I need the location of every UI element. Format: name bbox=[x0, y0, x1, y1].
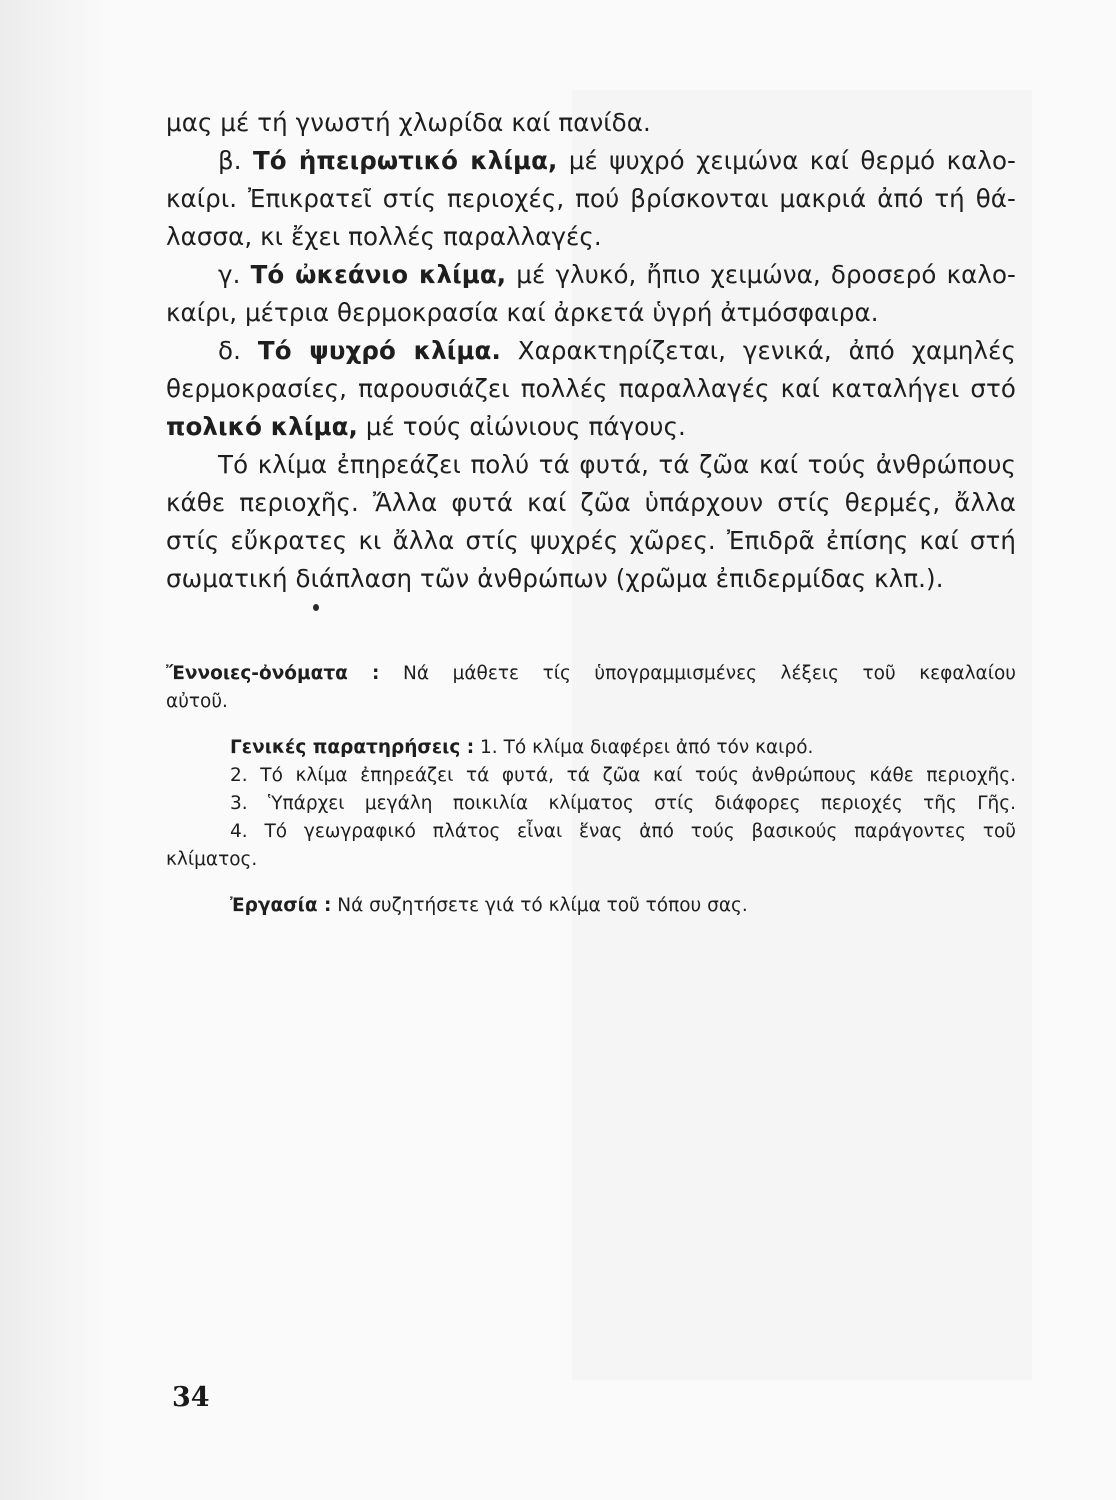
text-line: στίς εὔκρατες κι ἄλλα στίς ψυχρές χῶρες. Ἐπιδρᾶ ἐπίσης καί στή bbox=[166, 526, 1016, 555]
concepts-cont: αὐτοῦ. bbox=[166, 691, 228, 712]
concepts-line: Ἔννοιες-ὀνόματα : Νά μάθετε τίς ὑπογραμμισμένες λέξεις τοῦ κεφαλαίου bbox=[166, 663, 1016, 684]
text-line: κάθε περιοχῆς. Ἄλλα φυτά καί ζῶα ὑπάρχουν στίς θερμές, ἄλλα bbox=[166, 488, 1016, 517]
general-item-cont: κλίματος. bbox=[166, 849, 258, 870]
chapter-notes bbox=[166, 660, 1016, 920]
text-line: πολικό κλίμα, μέ τούς αἰώνιους πάγους. bbox=[166, 412, 686, 441]
text-line: λασσα, κι ἔχει πολλές παραλλαγές. bbox=[166, 222, 602, 251]
main-text bbox=[166, 104, 1016, 598]
text-line: καίρι, μέτρια θερμοκρασία καί ἀρκετά ὑγρή ἀτμόσφαιρα. bbox=[166, 298, 879, 327]
text-line: σωματική διάπλαση τῶν ἀνθρώπων (χρῶμα ἐπιδερμίδας κλπ.). bbox=[166, 564, 944, 593]
general-line: Γενικές παρατηρήσεις : 1. Τό κλίμα διαφέρει ἀπό τόν καιρό. bbox=[230, 737, 814, 758]
task-line: Ἐργασία : Νά συζητήσετε γιά τό κλίμα τοῦ τόπου σας. bbox=[230, 895, 748, 916]
general-item: 2. Τό κλίμα ἐπηρεάζει τά φυτά, τά ζῶα καί τούς ἀνθρώπους κάθε περιοχῆς. bbox=[230, 765, 1016, 786]
page-number: 34 bbox=[172, 1382, 210, 1413]
page-edge-shadow bbox=[0, 0, 110, 1500]
text-line: γ. Τό ὠκεάνιο κλίμα, μέ γλυκό, ἤπιο χειμώνα, δροσερό καλο- bbox=[218, 260, 1016, 289]
dot-mark bbox=[313, 604, 319, 611]
text-line: μας μέ τή γνωστή χλωρίδα καί πανίδα. bbox=[166, 108, 651, 137]
general-item: 3. Ὑπάρχει μεγάλη ποικιλία κλίματος στίς διάφορες περιοχές τῆς Γῆς. bbox=[230, 793, 1016, 814]
text-line: β. Τό ἠπειρωτικό κλίμα, μέ ψυχρό χειμώνα καί θερμό καλο- bbox=[218, 146, 1016, 175]
general-item: 4. Τό γεωγραφικό πλάτος εἶναι ἕνας ἀπό τούς βασικούς παράγοντες τοῦ bbox=[230, 821, 1016, 842]
text-line: θερμοκρασίες, παρουσιάζει πολλές παραλλαγές καί καταλήγει στό bbox=[166, 374, 1016, 403]
text-line: καίρι. Ἐπικρατεῖ στίς περιοχές, πού βρίσκονται μακριά ἀπό τή θά- bbox=[166, 184, 1016, 213]
text-line: δ. Τό ψυχρό κλίμα. Χαρακτηρίζεται, γενικά, ἀπό χαμηλές bbox=[218, 336, 1016, 365]
text-line: Τό κλίμα ἐπηρεάζει πολύ τά φυτά, τά ζῶα καί τούς ἀνθρώπους bbox=[218, 450, 1016, 479]
